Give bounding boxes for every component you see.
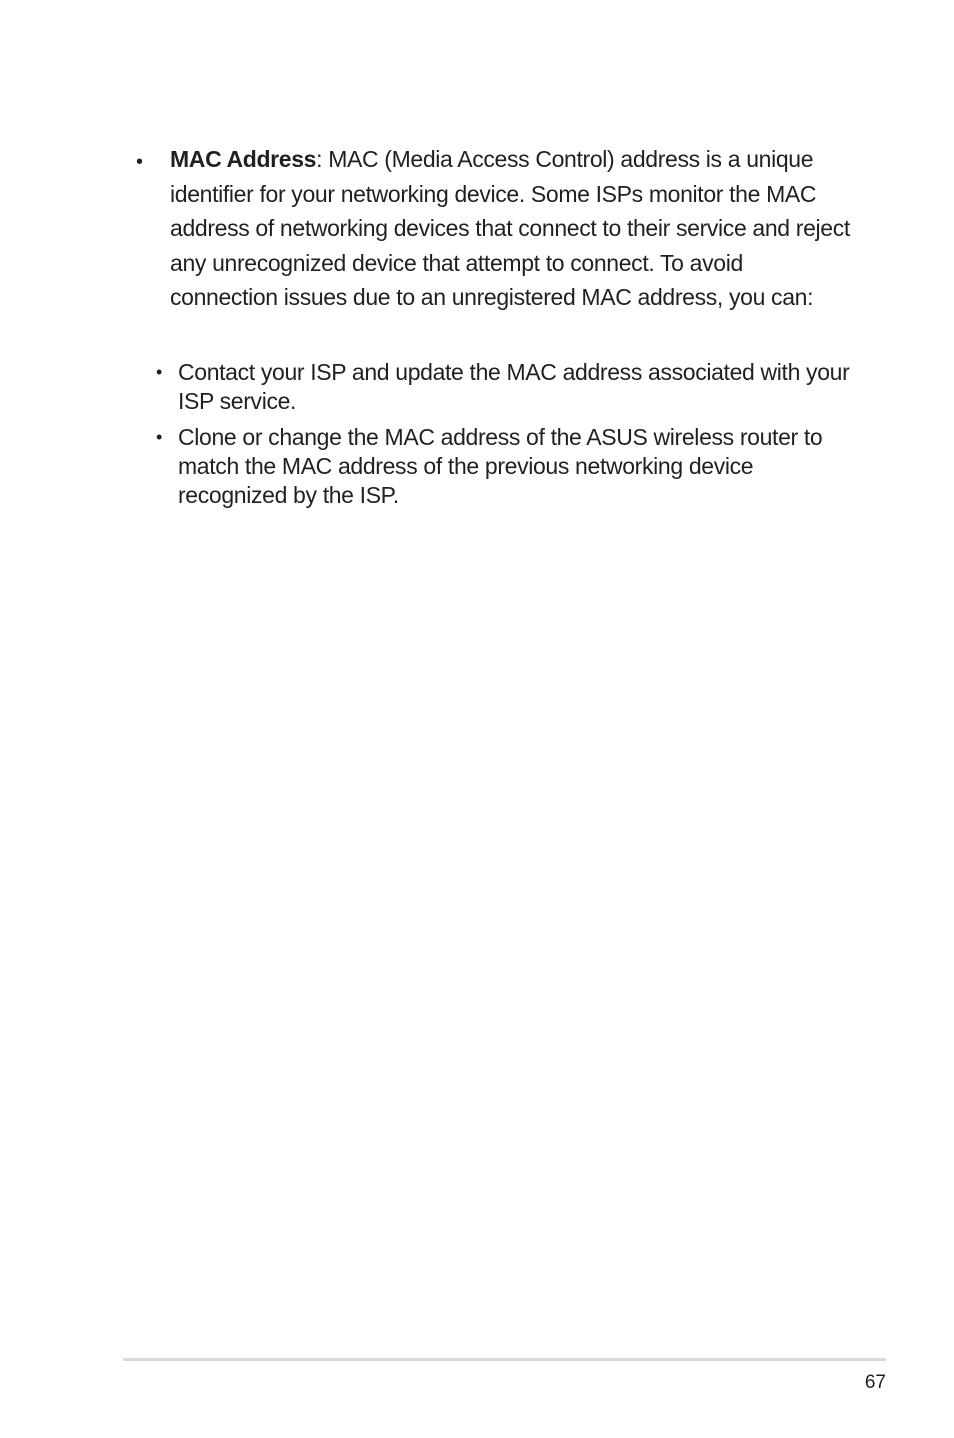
sub-list-item-text: Clone or change the MAC address of the ASUS wireless router to match the MAC address of the previous networking device recognized by the ISP. (178, 424, 823, 508)
term-description: : MAC (Media Access Control) address is a unique identifier for your networking device. Some ISPs monitor the MAC address of networking devices that connect to their service and reject any unrecognized device that attempt to connect. To avoid connection issues due to an unregistered MAC address, you can: (170, 146, 850, 311)
footer-divider (123, 1358, 886, 1361)
bullet-marker: • (156, 362, 162, 382)
bullet-marker: • (136, 151, 144, 173)
list-item-mac-address (170, 142, 850, 315)
sub-list-item-text: Contact your ISP and update the MAC address associated with your ISP service. (178, 359, 850, 414)
bullet-marker: • (156, 427, 162, 447)
term-label: MAC Address (170, 146, 317, 172)
page-number: 67 (864, 1372, 886, 1393)
